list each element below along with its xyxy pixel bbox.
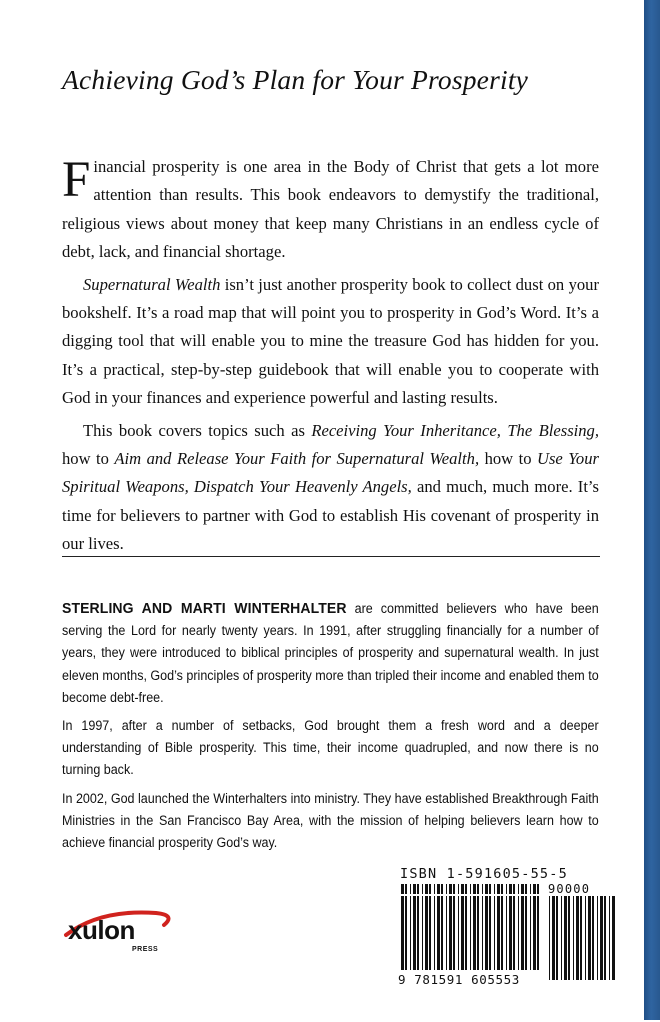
- barcode-bar: [470, 896, 471, 970]
- barcode-bar: [434, 896, 435, 970]
- bio-paragraph-1-text: are committed believers who have been serving the Lord for nearly twenty years. In 1991, after struggling financially for a number of years, they were introduced to biblical principles of prosperity and supernatural wealth. In just eleven months, God’s principles of prosperity more than tripled their income and enabled them to become debt-free.: [62, 601, 599, 705]
- barcode-bar: [597, 896, 598, 980]
- barcode-bar: [470, 884, 471, 894]
- barcode-bar: [576, 896, 579, 980]
- barcode-bar: [556, 896, 558, 980]
- barcode-bar: [446, 884, 447, 894]
- barcode-bar: [506, 884, 507, 894]
- drop-cap: F: [62, 152, 91, 208]
- barcode-bar: [405, 896, 407, 970]
- barcode-bar: [429, 896, 431, 970]
- barcode-bar: [533, 884, 536, 894]
- barcode-bar: [564, 896, 567, 980]
- barcode-bar: [449, 884, 452, 894]
- isbn-bars: [401, 884, 539, 894]
- bio-paragraph-2: In 1997, after a number of setbacks, God brought them a fresh word and a deeper understanding of Bible prosperity. This time, their income quadrupled, and now there is no turning back.: [62, 718, 599, 778]
- barcode-bar: [425, 896, 428, 970]
- barcode-bar: [604, 896, 606, 980]
- barcode-bar: [434, 884, 435, 894]
- barcode-bar: [473, 884, 476, 894]
- barcode-bar: [417, 896, 419, 970]
- barcode-bar: [413, 896, 416, 970]
- ean-number: 9 781591 605553: [398, 972, 520, 987]
- barcode-bar: [465, 884, 467, 894]
- barcode-bar: [506, 896, 507, 970]
- intro-paragraph-1-text: inancial prosperity is one area in the Body of Christ that gets a lot more attention than results. This book endeavors to demystify the traditional, religious views about money that keep many Christians in an endless cycle of debt, lack, and financial shortage.: [62, 157, 599, 262]
- barcode-bar: [477, 884, 479, 894]
- book-description: [62, 153, 599, 563]
- barcode-bar: [568, 896, 570, 980]
- barcode-bar: [449, 896, 452, 970]
- barcode-bar: [521, 896, 524, 970]
- intro-paragraph-2: [62, 271, 599, 413]
- barcode-bar: [509, 884, 512, 894]
- barcode-bar: [453, 896, 455, 970]
- barcode-bar: [461, 884, 464, 894]
- barcode-bar: [461, 896, 464, 970]
- p3-topic-2: Aim and Release Your Faith for Supernatural Wealth,: [114, 449, 480, 469]
- barcode-bar: [422, 884, 423, 894]
- barcode-bar: [530, 884, 531, 894]
- barcode-bar: [552, 896, 555, 980]
- barcode-bar: [509, 896, 512, 970]
- p3-topic-1: Receiving Your Inheritance, The Blessing,: [311, 420, 600, 440]
- barcode-bar: [549, 896, 550, 980]
- intro-paragraph-2-text: isn’t just another prosperity book to collect dust on your bookshelf. It’s a road map that will point you to prosperity in God’s Word. It’s a digging tool that will enable you to mine the treasure God has hidden for you. It’s a practical, step-by-step guidebook that will enable you to cooperate with God in your finances and experience powerful and lasting results.: [62, 274, 599, 408]
- barcode-bar: [485, 884, 488, 894]
- barcode-bar: [573, 896, 574, 980]
- back-cover-title: Achieving God’s Plan for Your Prosperity: [62, 64, 529, 95]
- price-code: 90000: [548, 882, 591, 896]
- p3-text-c: how to: [62, 449, 115, 469]
- barcode-bar: [437, 896, 440, 970]
- barcode-bar: [600, 896, 603, 980]
- book-title-italic: Supernatural Wealth: [83, 274, 221, 294]
- barcode-bar: [410, 896, 411, 970]
- barcode-bar: [609, 896, 610, 980]
- barcode-bar: [513, 896, 515, 970]
- barcode-bar: [497, 896, 500, 970]
- price-bars: [549, 896, 615, 980]
- p3-text-e: how to: [479, 449, 537, 469]
- logo-press-label: PRESS: [132, 946, 159, 953]
- barcode-bar: [525, 884, 527, 894]
- barcode-bar: [453, 884, 455, 894]
- isbn-number: ISBN 1-591605-55-5: [400, 866, 568, 882]
- barcode-bar: [501, 896, 503, 970]
- barcode-bar: [465, 896, 467, 970]
- barcode-bar: [437, 884, 440, 894]
- ean-bars: [401, 896, 539, 970]
- barcode-bar: [410, 884, 411, 894]
- barcode-bar: [530, 896, 531, 970]
- barcode-bar: [489, 884, 491, 894]
- barcode-bar: [537, 896, 539, 970]
- barcode-bar: [518, 884, 519, 894]
- author-names: STERLING AND MARTI WINTERHALTER: [62, 600, 347, 617]
- barcode-bar: [533, 896, 536, 970]
- barcode-bar: [473, 896, 476, 970]
- barcode-bar: [405, 884, 407, 894]
- author-bio: [62, 598, 599, 860]
- barcode-bar: [592, 896, 594, 980]
- p3-text-g: and much, much more. It’s time for believers to partner with God to establish His covenant of prosperity in our lives.: [62, 477, 599, 554]
- barcode-bar: [513, 884, 515, 894]
- intro-paragraph-3: [62, 417, 599, 559]
- barcode-bar: [458, 884, 459, 894]
- p3-text-a: This book covers topics such as: [83, 420, 312, 440]
- barcode-bar: [521, 884, 524, 894]
- spine-edge: [644, 0, 660, 1020]
- bio-paragraph-1: [62, 598, 599, 709]
- barcode-bar: [494, 896, 495, 970]
- barcode-bar: [458, 896, 459, 970]
- barcode-bar: [477, 896, 479, 970]
- barcode-bar: [417, 884, 419, 894]
- p3-topic-3: Use Your Spiritual Weapons, Dispatch Your Heavenly Angels,: [62, 449, 599, 497]
- barcode-bar: [422, 896, 423, 970]
- barcode-bar: [525, 896, 527, 970]
- barcode-bar: [413, 884, 416, 894]
- logo-wordmark: xulon: [68, 915, 135, 945]
- barcode-bar: [518, 896, 519, 970]
- barcode-bar: [401, 884, 404, 894]
- barcode-bar: [425, 884, 428, 894]
- barcode-bar: [441, 884, 443, 894]
- section-divider: [62, 556, 600, 557]
- intro-paragraph-1: [62, 153, 599, 267]
- barcode-bar: [441, 896, 443, 970]
- bio-paragraph-3: In 2002, God launched the Winterhalters into ministry. They have established Breakthrough Faith Ministries in the San Francisco Bay Area, with the mission of helping believers learn how to achieve financial prosperity God’s way.: [62, 790, 599, 851]
- barcode-bar: [485, 896, 488, 970]
- barcode-bar: [501, 884, 503, 894]
- barcode-bar: [497, 884, 500, 894]
- barcode-bar: [612, 896, 615, 980]
- barcode-bar: [588, 896, 591, 980]
- barcode-bar: [489, 896, 491, 970]
- barcode-bar: [401, 896, 404, 970]
- barcode-bar: [585, 896, 586, 980]
- barcode-bar: [482, 884, 483, 894]
- barcode-bar: [446, 896, 447, 970]
- xulon-press-logo: [60, 905, 180, 955]
- barcode-bar: [580, 896, 582, 980]
- barcode-bar: [429, 884, 431, 894]
- barcode-bar: [482, 896, 483, 970]
- barcode-bar: [561, 896, 562, 980]
- barcode-bar: [494, 884, 495, 894]
- barcode-bar: [537, 884, 539, 894]
